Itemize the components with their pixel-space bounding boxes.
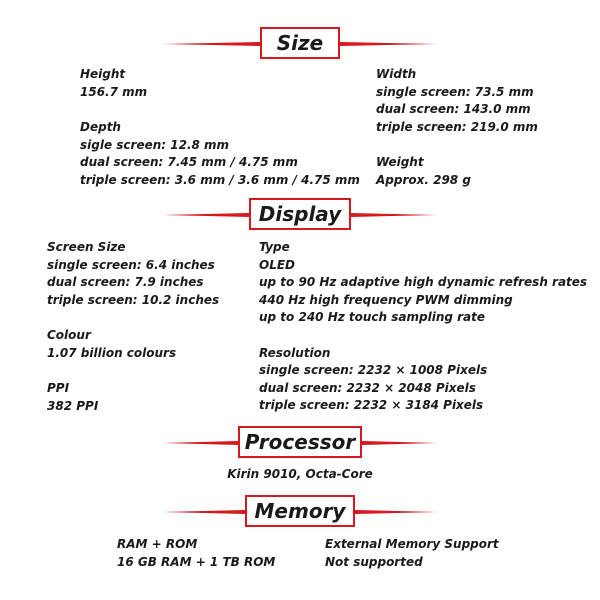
height-value: 156.7 mm <box>80 84 148 99</box>
memory-section-title: Memory <box>245 495 355 527</box>
depth-single: sigle screen: 12.8 mm <box>80 137 230 152</box>
weight-value: Approx. 298 g <box>376 172 471 187</box>
type-pwm: 440 Hz high frequency PWM dimming <box>259 292 513 307</box>
header-rule-right <box>362 441 437 445</box>
memory-right-column <box>325 536 499 571</box>
screen-size-single: single screen: 6.4 inches <box>47 257 215 272</box>
header-rule-left <box>163 42 260 46</box>
type-label: Type <box>259 240 290 254</box>
screen-size-dual: dual screen: 7.9 inches <box>47 275 204 289</box>
size-left-column <box>80 66 360 189</box>
external-memory-label: External Memory Support <box>325 537 499 551</box>
external-memory-value: Not supported <box>325 554 423 569</box>
header-rule-right <box>340 42 437 46</box>
resolution-dual: dual screen: 2232 × 2048 Pixels <box>259 380 476 395</box>
processor-value: Kirin 9010, Octa-Core <box>227 467 373 481</box>
type-refresh: up to 90 Hz adaptive high dynamic refresh rates <box>259 275 588 289</box>
type-touch: up to 240 Hz touch sampling rate <box>259 310 486 324</box>
depth-label: Depth <box>80 120 121 134</box>
screen-size-label: Screen Size <box>47 240 126 254</box>
size-right-column <box>376 66 538 189</box>
depth-triple: triple screen: 3.6 mm / 3.6 mm / 4.75 mm <box>80 172 360 187</box>
type-value: OLED <box>259 257 296 272</box>
processor-section-header <box>0 426 600 460</box>
weight-label: Weight <box>376 155 424 169</box>
size-section-header <box>0 27 600 61</box>
ram-rom-value: 16 GB RAM + 1 TB ROM <box>117 554 276 569</box>
width-dual: dual screen: 143.0 mm <box>376 102 531 116</box>
resolution-single: single screen: 2232 × 1008 Pixels <box>259 363 488 377</box>
processor-section-title: Processor <box>238 426 362 458</box>
height-label: Height <box>80 67 126 81</box>
display-section-header <box>0 198 600 232</box>
width-label: Width <box>376 67 417 81</box>
display-section-title: Display <box>249 198 351 230</box>
header-rule-right <box>351 213 437 217</box>
memory-section-header <box>0 495 600 529</box>
ppi-value: 382 PPI <box>47 398 99 413</box>
memory-left-column <box>117 536 275 571</box>
colour-value: 1.07 billion colours <box>47 345 177 360</box>
header-rule-left <box>163 213 249 217</box>
depth-dual: dual screen: 7.45 mm / 4.75 mm <box>80 155 298 169</box>
screen-size-triple: triple screen: 10.2 inches <box>47 292 220 307</box>
display-left-column <box>47 239 219 415</box>
header-rule-right <box>355 510 437 514</box>
colour-label: Colour <box>47 328 91 342</box>
resolution-label: Resolution <box>259 345 331 360</box>
ppi-label: PPI <box>47 381 70 395</box>
display-right-column <box>259 239 587 415</box>
width-triple: triple screen: 219.0 mm <box>376 119 538 134</box>
size-section-title: Size <box>260 27 340 59</box>
header-rule-left <box>163 510 245 514</box>
header-rule-left <box>163 441 238 445</box>
width-single: single screen: 73.5 mm <box>376 84 534 99</box>
resolution-triple: triple screen: 2232 × 3184 Pixels <box>259 398 484 412</box>
ram-rom-label: RAM + ROM <box>117 537 198 551</box>
